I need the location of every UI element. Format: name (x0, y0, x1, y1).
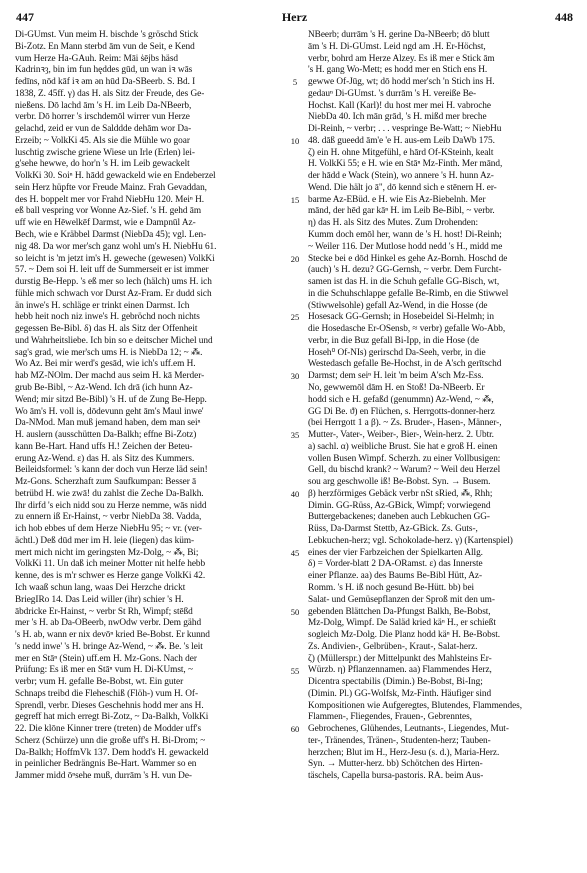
text-line: 's H. gang Wo-Mett; es hodd mer en Stich ens H. (308, 65, 488, 76)
text-line: nießens. Dō lachd ām 's H. im Leib Da-NBeerb, (15, 100, 192, 111)
text-line: Romm. 's H. iß noch gesund Be-Hütt. bb) bei (308, 582, 475, 593)
text-line: in die Schuhschlappe gefalle Be-Rimb, en die Stiwwel (308, 288, 509, 299)
line-number: 10 (290, 135, 300, 146)
text-line: gebenden Blättchen Da-Pfungst Balkh, Be-Bobst, (308, 606, 491, 617)
text-line: zu ennern iß Er-Hainst, ~ verbr NiebDa 38. Vadda, (15, 512, 202, 523)
text-line: Zs. Andivien-, Gelbrüben-, Kraut-, Salat-herz. (308, 641, 478, 652)
text-line: mer 's H. ab Da-OBeerb, nwOdw verbr. Dem gähd (15, 618, 202, 629)
line-number: 35 (290, 430, 300, 441)
text-line: GG Di Be. ϑ) en Flüchen, s. Herrgotts-donner-herz (308, 406, 495, 417)
text-line: verbr; vum H. gefalle Be-Bobst, wt. Ein guter (15, 677, 184, 688)
text-line: kenne, des is m'r schwer es Herze gange VolkKi 42. (15, 571, 206, 582)
text-line: ζ) ein H. ohne Mitgefühl, e hārd Of-KSteinh, kealt (308, 147, 494, 158)
text-line: verbr, bohrd am Herze Alzey. Es iß mer e Stick ām (308, 53, 495, 64)
text-line: des H. boppelt mer vor Frahd NiebHu 120. Meiⁿ H. (15, 194, 205, 205)
text-line: hebb heit noch niz inwe's H. gebröchd noch nichts (15, 312, 200, 323)
text-line: Ihr dirfd 's eich nidd sou zu Herze nemme, wās nidd (15, 500, 207, 511)
text-line: Schnaps treibd die Fleheschiß (Flöh-) vum H. Of- (15, 688, 198, 699)
left-column (15, 30, 281, 783)
line-number: 50 (290, 606, 300, 617)
text-line: gegessen Be-Bibl. δ) das H. als Sitz der Offenheit (15, 324, 198, 335)
text-line: ter-, Tränendes, Tränen-, Studenten-herz; Tauben- (308, 735, 491, 746)
text-line: verbr. Dō horrer 's irschdemōl wirrer vun Herze (15, 112, 190, 123)
text-line: uff wie en Hēwelkēf Darmst, wie e Dampnūl Az- (15, 218, 196, 229)
line-number: 5 (292, 77, 298, 88)
text-line: gedauⁿ Di-GUmst. 's durrām 's H. vereiße Be- (308, 88, 477, 99)
text-line: Wo ām's H. voll is, dōdevunn geht ām's Maul inwe' (15, 406, 204, 417)
text-line: grub Be-Bibl, ~ Az-Wend. Ich drā (ich hunn Az- (15, 382, 193, 393)
text-line: Ich waaß schun lang, waas Dei Herzche drickt (15, 582, 186, 593)
text-line: eines der vier Farbzeichen der Spielkarten Allg. (308, 547, 483, 558)
text-line: gewwe Of-Jūg, wt; dō hodd mer'sch 'n Stich ins H. (308, 77, 495, 88)
text-line: Wend. Die hält jo ā", dō kennd sich e stēnern H. er- (308, 182, 497, 193)
text-line: No, gewwemōl dām H. en Stoß! Da-NBeerb. Er (308, 382, 485, 393)
text-line: mert mich nicht im geringsten Mz-Dolg, ~ ⁂, Bi; (15, 547, 199, 558)
text-line: Bi-Zotz. En Mann sterbd ām vun de Seit, e Kend (15, 41, 195, 52)
text-line: Darmst; dem seiⁿ H. leit 'm beim Ā'sch Mz-Ess. (308, 371, 484, 382)
line-number: 25 (290, 312, 300, 323)
text-line: Kompositionen wie Aufgeregtes, Blutendes, Flammendes, (308, 700, 522, 711)
text-line: in peinlicher Bedrängnis Be-Hart. Wammer so en (15, 759, 197, 770)
text-line: 48. dāß gueedd ām'e 'e H. aus-em Leib DaWb 175. (308, 135, 495, 146)
text-line: Erzeib; ~ VolkKi 45. Als sie die Mühle wo goar (15, 135, 190, 146)
text-line: Wend; mir sitzd Be-Bibl) 's H. uf de Zung Be-Hepp. (15, 394, 207, 405)
text-line: und Wahrheitsliebe. Ich bin so e deitscher Michel und (15, 335, 213, 346)
text-line: ~ Weiler 116. Der Mutlose hodd nedd 's H., midd me (308, 241, 503, 252)
text-line: Bech, wie e Kräbbel Darmst (NiebDa 45); vgl. Len- (15, 230, 207, 241)
text-line: Gebrochenes, Glühendes, Leutnants-, Liegendes, Mut- (308, 724, 509, 735)
text-line: Di-GUmst. Vun meim H. bischde 's gröschd Stick (15, 30, 199, 40)
page-number-right: 448 (555, 10, 573, 24)
text-line: (Dimin. Pl.) GG-Wolfsk, Mz-Finth. Häufiger sind (308, 688, 492, 699)
right-column (308, 30, 574, 783)
text-line: η) das H. als Sitz des Mutes. Zum Drohenden: (308, 218, 478, 229)
line-number: 20 (290, 253, 300, 264)
line-number: 30 (290, 371, 300, 382)
text-line: ächtl.) Deß dūd mer im H. leie (liegen) das küm- (15, 535, 195, 546)
text-line: erung Az-Wend. ε) das H. als Sitz des Kummers. (15, 453, 195, 464)
text-line: gelachd, zeid er vun de Salddde dehām wor Da- (15, 124, 192, 135)
text-line: Hochst. Kall (Karl)! du host mer mei H. vabroche (308, 100, 491, 111)
text-line: VolkKi 30. Soiⁿ H. hādd gewackeld wie en Endeberzel (15, 171, 216, 182)
text-line: Kumm doch emōl her, wann de 's H. host! Di-Reinh; (308, 230, 502, 241)
text-line: betrübd H. wie zwā! du zahlst die Zeche Da-Balkh. (15, 488, 204, 499)
text-line: samen ist das H. in die Schuh gefalle GG-Bisch, wt, (308, 277, 500, 288)
text-line: δ) = Vorder-blatt 2 DA-ORamst. ε) das Innerste (308, 559, 483, 570)
text-line: (Stiwwelsohle) gefall Az-Wend, in die Hosse (de (308, 300, 488, 311)
text-line: Salat- und Gemüsepflanzen der Sproß mit den um- (308, 594, 495, 605)
text-line: eß ball vespring vor Wonne Az-Sief. 's H. gehd ām (15, 206, 202, 217)
text-line: luschtig zwische griene Wiese un Irle (Erlen) lei- (15, 147, 195, 158)
text-line: β) herzförmiges Gebäck verbr nSt sRied, ⁂, Rhh; (308, 488, 493, 499)
page-number-left: 447 (16, 10, 34, 24)
text-line: die Hosedasche Er-OSensb, ≈ verbr) gefalle Wo-Abb, (308, 324, 506, 335)
text-line: Beileidsformel: 's kann der doch vun Herze läd sein! (15, 465, 208, 476)
text-line: Rüss, Da-Darmst Stettb, Az-GBick. Zs. Guts-, (308, 524, 478, 535)
text-line: sein Herz hüpfte vor Freude Mainz. Frah Gevaddan, (15, 182, 207, 193)
text-line: Di-Reinh, ~ verbr; . . . vespringe Be-Watt; ~ NiebHu (308, 124, 502, 135)
text-line: Buttergebackenes; daneben auch Lebkuchen GG- (308, 512, 490, 523)
text-line: a) sachl. α) weibliche Brust. Sie hat e groß H. einen (308, 441, 498, 452)
text-line: H. VolkKi 55; e H. wie en Stāⁿ Mz-Finth. Mer mānd, (308, 159, 503, 170)
text-line: hab MZ-NOlm. Der machd aus seim H. kā Merder- (15, 371, 205, 382)
text-line: herzchen; Blut im H., Herz-Jesu (s. d.), Maria-Herz. (308, 747, 500, 758)
text-line: VolkKi 11. Un daß ich meiner Motter nit helfe hebb (15, 559, 206, 570)
text-line: ābdricke Er-Hainst, ~ verbr St Rh, Wimpf; stēßd (15, 606, 193, 617)
text-line: fedīns, nōd kāf iꝛ əm ən hūd Da-SBeerb. S. Bd. I (15, 77, 196, 88)
text-line: Westedasch gefalle Be-Hochst, in de Ä'sch gerītschd (308, 359, 502, 370)
text-line: Da-Balkh; HoffmVk 137. Dem hodd's H. gewackeld (15, 747, 209, 758)
text-line: Hoseh⁰ Of-NIs) gerirschd Da-Seeh, verbr, in die (308, 347, 486, 358)
text-line: Stecke bei e dōd Hinkel es gehe Az-Bornh. Hoschd de (308, 253, 508, 264)
text-line: 1838, Z. 45ff. γ) das H. als Sitz der Freude, des Ge- (15, 88, 205, 99)
text-line: vollen Busen Wimpf. Scherzh. zu einer Vollbusigen: (308, 453, 501, 464)
text-line: täschels, Capella bursa-pastoris. RA. beim Aus- (308, 771, 484, 782)
text-line: so leicht is 'm jetzt im's H. geweche (gewesen) VolkKi (15, 253, 215, 264)
text-line: Hosesack GG-Gernsh; in Hosebeidel Si-Helmh; in (308, 312, 494, 323)
text-line: ζ) (Müllerspr.) der Mittelpunkt des Mahlsteins Er- (308, 653, 492, 664)
running-head: Herz (281, 10, 308, 24)
text-line: ām 's H. Di-GUmst. Leid ngd am .H. Er-Höchst, (308, 41, 486, 52)
text-line: sogleich Mz-Dolg. Die Planz hodd käⁿ H. Be-Bobst. (308, 630, 501, 641)
text-line: Würzb. η) Pflanzennamen. aa) Flammendes Herz, (308, 665, 492, 676)
text-line: 22. Die klōne Kinner trere (treten) de Modder uff's (15, 724, 202, 735)
line-number: 40 (290, 489, 300, 500)
text-line: (bei Herrgott 1 a β). ~ Zs. Bruder-, Hasen-, Männer-, (308, 418, 502, 429)
line-number: 60 (290, 724, 300, 735)
text-line: mānd, der hēd gar kāⁿ H. im Leib Be-Bibl, ~ verbr. (308, 206, 495, 217)
text-line: gegreff hat mich erregt Bi-Zotz, ~ Da-Balkh, VolkKi (15, 712, 209, 723)
text-line: Mz-Dolg, Wimpf. De Saläd kried käⁿ H., er schießt (308, 618, 496, 629)
text-line: Kadrinꝛȝ, bin im fun hęddes gūd, un wan iꝛ wās (15, 65, 193, 76)
text-line: einer Pflanze. aa) des Baums Be-Bibl Hütt, Az- (308, 571, 483, 582)
text-line: än inwe's H. schläge er trinkt einen Darmst. Ich (15, 300, 190, 311)
text-line: fühle mich schwach vor Durst Az-Fram. Er dudd sich (15, 288, 212, 299)
text-line: verbr, in die Buz gefall Bi-Ipp, in die Hose (de (308, 335, 479, 346)
text-line: NiebDa 40. Ich mān grād, 's H. mißd mer breche (308, 112, 487, 123)
line-number: 55 (290, 665, 300, 676)
text-line: Lebkuchen-herz; vgl. Schokolade-herz. γ) (Kartenspiel) (308, 535, 513, 546)
text-line: 's H. ab, wann er nix devōⁿ kried Be-Bobst. Er kunnd (15, 630, 210, 641)
text-line: Wo Az. Bei mir werd's gesād, wie ich's uff.em H. (15, 359, 196, 370)
text-line: BriegIRo 14. Das Leid willer (ihr) schier 's H. (15, 594, 184, 605)
text-line: Da-NMod. Man muß jemand haben, dem man seiⁿ (15, 418, 201, 429)
text-line: vum Herze Ha-GAuh. Reim: Māi ṡējbs häsd (15, 53, 179, 64)
text-line: Mutter-, Vater-, Weiber-, Bier-, Wein-herz. 2. Übtr. (308, 430, 494, 441)
text-line: sou arg geschwolle iß! Be-Bobst. Syn. → Busem. (308, 477, 491, 488)
text-line: 57. ~ Dem soi H. leit uff de Summerseit er ist immer (15, 265, 209, 276)
text-line: Dimin. GG-Rüss, Az-GBick, Wimpf; vorwiegend (308, 500, 491, 511)
text-line: durstig Be-Hepp. 's eß mer so lech (hälch) ums H. ich (15, 277, 212, 288)
text-line: Dicentra spectabilis (Dimin.) Be-Bobst, Bi-Ing; (308, 677, 483, 688)
text-line: kann Be-Hart. Hand uffs H.! Zeichen der Beteu- (15, 441, 193, 452)
text-line: sag's grad, wie mer'sch ums H. is NiebDa 12; ~ ⁂. (15, 347, 203, 358)
line-number: 45 (290, 547, 300, 558)
text-line: der hādd e Wack (Stein), wo annere 's H. hunn Az- (308, 171, 494, 182)
text-line: g'sehe hewwe, do hor'n 's H. im Leib gewackelt (15, 159, 190, 170)
text-line: Scherz (Schürze) unn die große uff's H. Bi-Drom; ~ (15, 735, 206, 746)
line-number: 15 (290, 194, 300, 205)
text-line: Sprendl, verbr. Dieses Geschehnis hodd mer ans H. (15, 700, 204, 711)
text-line: Gell, du bischd krank? ~ Warum? ~ Weil deu Herzel (308, 465, 501, 476)
text-line: Prüfung: Es iß mer en Stāⁿ vum H. Di-KUmst, ~ (15, 665, 193, 676)
page-header (16, 10, 573, 24)
text-line: 's nedd inwe' 's H. bringe Az-Wend, ~ ⁂. Be. 's leit (15, 641, 203, 652)
text-line: (auch) 's H. dezu? GG-Gernsh, ~ verbr. Dem Furcht- (308, 265, 502, 276)
text-line: H. auslern (ausschütten Da-Balkh; effne Bi-Zotz) (15, 430, 197, 441)
text-line: barme Az-EBüd. e H. wie Eis Az-Biebelnh. Mer (308, 194, 486, 205)
text-line: Syn. → Mutter-herz. bb) Schötchen des Hirten- (308, 759, 483, 770)
text-line: nig 48. Da wor mer'sch ganz wohl um's H. NiebHu 61. (15, 241, 217, 252)
text-line: Mz-Gons. Scherzhaft zum Saufkumpan: Besser ā (15, 477, 197, 488)
text-line: NBeerb; durrām 's H. gerine Da-NBeerb; dō blutt (308, 30, 490, 40)
text-line: ich hob ebbes uf dem Herze NiebHu 95; ~ vr. (ver- (15, 524, 202, 535)
text-line: mer en Stāⁿ (Stein) uff.em H. Mz-Gons. Nach der (15, 653, 197, 664)
text-line: hodd sich e H. gefaßd (genummn) Az-Wend, ~ ⁂, (308, 394, 494, 405)
text-line: Flammen-, Fliegendes, Frauen-, Gebrenntes, (308, 712, 472, 723)
text-line: Jammer midd ōⁿsehe muß, durrām 's H. vun De- (15, 771, 192, 782)
